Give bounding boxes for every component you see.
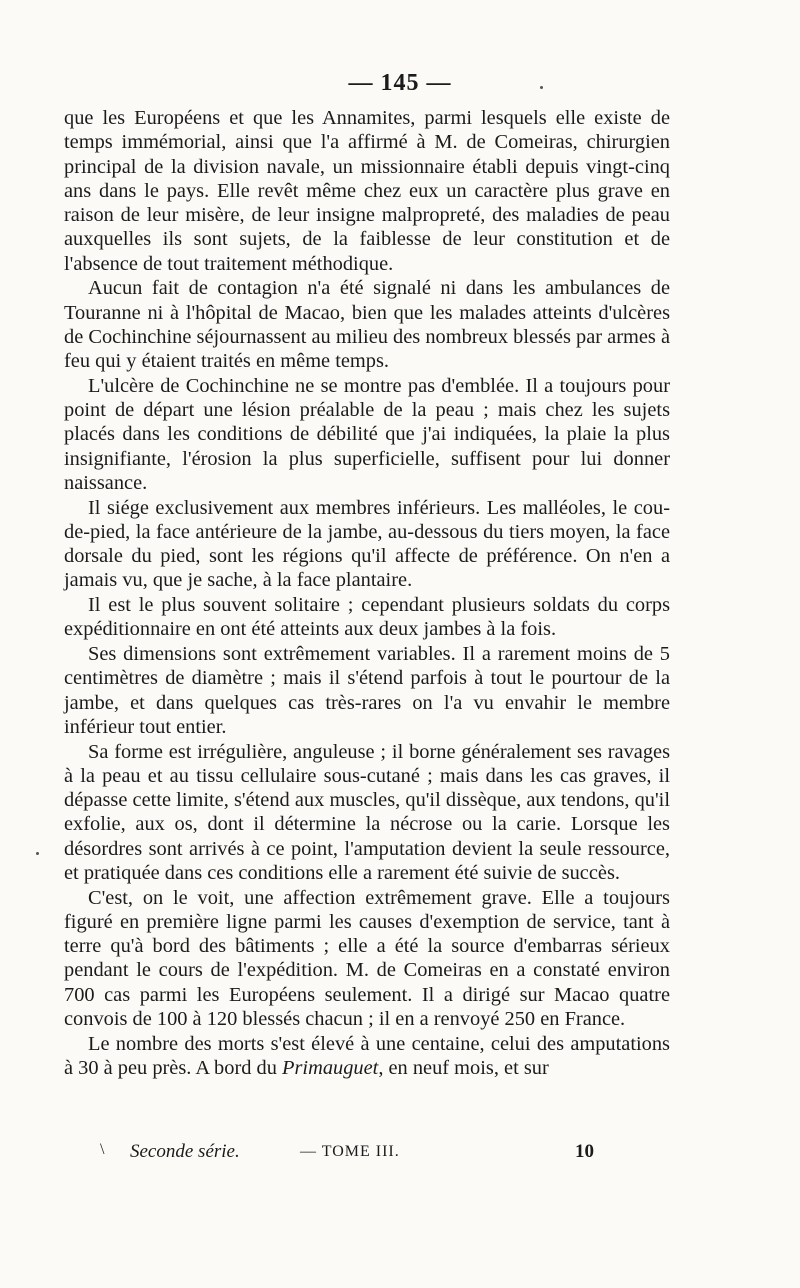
paragraph-4: Il siége exclusivement aux membres inférieurs. Les malléoles, le cou-de-pied, la face antérieure de la jambe, au-dessous du tiers moyen, la face dorsale du pied, sont les régions qu'il affecte de préférence. On n'en a jamais vu, que je sache, à la face plantaire.: [64, 496, 670, 592]
paper-speck: [36, 852, 39, 855]
body-text: [64, 106, 670, 1081]
series-label: Seconde série.: [130, 1141, 240, 1162]
paragraph-7: Sa forme est irrégulière, anguleuse ; il borne généralement ses ravages à la peau et au tissu cellulaire sous-cutané ; mais dans les cas graves, il dépasse cette limite, s'étend aux muscles, qu'il dissèque, aux tendons, qu'il exfolie, aux os, dont il détermine la nécrose ou la carie. Lorsque les désordres sont arrivés à ce point, l'amputation devient la seule ressource, et pratiquée dans ces conditions elle a rarement été suivie de succès.: [64, 740, 670, 884]
paragraph-6: Ses dimensions sont extrêmement variables. Il a rarement moins de 5 centimètres de diamètre ; mais il s'étend parfois à tout le pourtour de la jambe, et dans quelques cas très-rares on l'a vu envahir le membre inférieur tout entier.: [64, 643, 670, 738]
paragraph-2: Aucun fait de contagion n'a été signalé ni dans les ambulances de Touranne ni à l'hôpital de Macao, bien que les malades atteints d'ulcères de Cochinchine séjournassent au milieu des nombreux blessés par armes à feu qui y étaient traités en même temps.: [64, 277, 670, 372]
paragraph-8: C'est, on le voit, une affection extrêmement grave. Elle a toujours figuré en première ligne parmi les causes d'exemption de service, tant à terre qu'à bord des bâtiments ; elle a été la source d'embarras sérieux pendant le cours de l'expédition. M. de Comeiras en a constaté environ 700 cas parmi les Européens seulement. Il a dirigé sur Macao quatre convois de 100 à 120 blessés chacun ; il en a renvoyé 250 en France.: [64, 886, 670, 1030]
paragraph-3: L'ulcère de Cochinchine ne se montre pas d'emblée. Il a toujours pour point de départ une lésion préalable de la peau ; mais chez les sujets placés dans les conditions de débilité que j'ai indiquées, la plaie la plus insignifiante, l'érosion la plus superficielle, suffisent pour lui donner naissance.: [64, 374, 670, 494]
footer-marker: \: [100, 1141, 105, 1158]
paper-speck: [540, 86, 543, 89]
paragraph-5: Il est le plus souvent solitaire ; cependant plusieurs soldats du corps expéditionnaire en ont été atteints aux deux jambes à la fois.: [64, 594, 670, 641]
page-number: — 145 —: [348, 70, 452, 96]
signature-mark: 10: [575, 1141, 594, 1162]
paragraph-1: que les Européens et que les Annamites, parmi lesquels elle existe de temps immémorial, ainsi que l'a affirmé à M. de Comeiras, chirurgien principal de la division navale, un missionnaire établi depuis vingt-cinq ans dans le pays. Elle revêt même chez eux un caractère plus grave en raison de leur misère, de leur insigne malpropreté, des maladies de peau auxquelles ils sont sujets, de la faiblesse de leur constitution et de l'absence de tout traitement méthodique.: [64, 107, 670, 275]
tome-label: — TOME III.: [300, 1143, 400, 1160]
paragraph-9: Le nombre des morts s'est élevé à une centaine, celui des amputations à 30 à peu près. A bord du Primauguet, en neuf mois, et sur: [64, 1032, 670, 1079]
